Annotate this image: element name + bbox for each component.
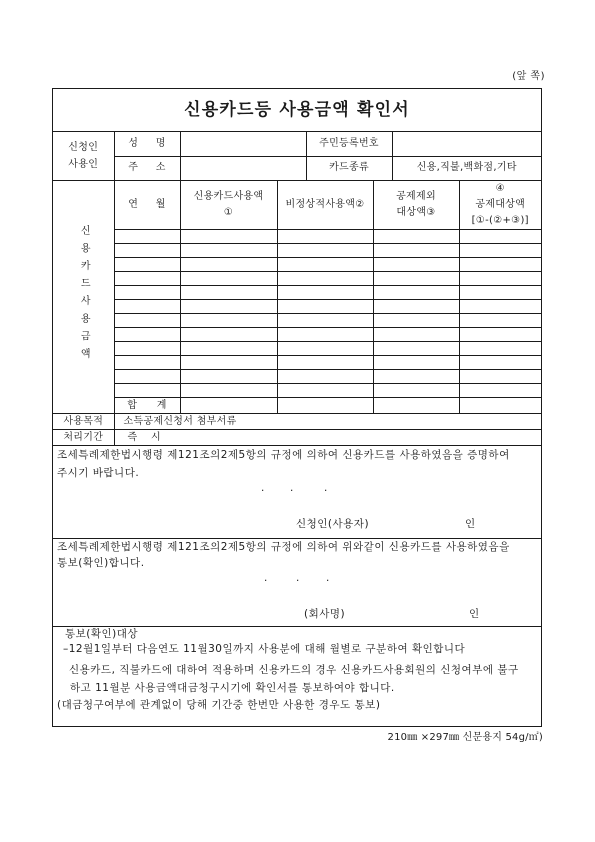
usage-cell-abnormal-usage	[277, 356, 373, 370]
header-year-month-cell	[114, 181, 180, 230]
usage-cell-year-month	[114, 300, 180, 314]
request-date-mark: .	[290, 482, 294, 494]
usage-cell-excluded	[373, 328, 459, 342]
notes-heading: 통보(확인)대상	[65, 628, 139, 640]
confirmation-form	[52, 88, 542, 727]
usage-cell-card-usage	[180, 230, 277, 244]
usage-cell-excluded	[373, 370, 459, 384]
usage-cell-card-usage	[180, 286, 277, 300]
usage-cell-abnormal-usage	[277, 286, 373, 300]
header-deductible	[459, 181, 541, 230]
request-statement	[53, 445, 541, 538]
usage-cell-excluded	[373, 342, 459, 356]
applicant-label-line: 사용인	[68, 159, 99, 170]
processing-table	[53, 430, 541, 445]
usage-cell-abnormal-usage	[277, 370, 373, 384]
page-side-label: (앞 쪽)	[512, 71, 545, 82]
usage-cell-card-usage	[180, 300, 277, 314]
header-line: [①-(②+③)]	[471, 215, 529, 226]
usage-cell-card-usage	[180, 258, 277, 272]
usage-cell-deductible	[459, 384, 541, 398]
usage-row	[53, 286, 541, 300]
total-card-usage	[180, 398, 277, 414]
notice-seal-label: 인	[469, 608, 480, 620]
usage-cell-excluded	[373, 258, 459, 272]
usage-header-row	[53, 181, 541, 230]
name-field	[180, 132, 306, 156]
notice-date-mark: .	[296, 572, 300, 584]
usage-cell-excluded	[373, 244, 459, 258]
usage-cell-year-month	[114, 384, 180, 398]
usage-row	[53, 370, 541, 384]
usage-cell-excluded	[373, 356, 459, 370]
usage-cell-deductible	[459, 356, 541, 370]
usage-cell-card-usage	[180, 370, 277, 384]
usage-cell-abnormal-usage	[277, 244, 373, 258]
usage-cell-year-month	[114, 370, 180, 384]
usage-row	[53, 314, 541, 328]
usage-cell-card-usage	[180, 328, 277, 342]
usage-section	[53, 180, 541, 413]
notice-statement	[53, 538, 541, 626]
title-section	[53, 89, 541, 131]
total-label-cell	[114, 398, 180, 414]
usage-cell-year-month	[114, 356, 180, 370]
address-field	[180, 156, 306, 180]
header-line: 공제대상액	[475, 199, 526, 210]
usage-cell-deductible	[459, 370, 541, 384]
processing-value: 즉 시	[127, 431, 161, 443]
usage-row	[53, 300, 541, 314]
name-label-cell	[114, 132, 180, 156]
header-line: ④	[495, 183, 505, 194]
usage-cell-deductible	[459, 314, 541, 328]
usage-row	[53, 244, 541, 258]
usage-cell-card-usage	[180, 314, 277, 328]
request-signer-label: 신청인(사용자)	[296, 518, 370, 530]
usage-cell-deductible	[459, 244, 541, 258]
usage-cell-abnormal-usage	[277, 230, 373, 244]
applicant-row-address	[53, 156, 541, 180]
usage-cell-abnormal-usage	[277, 258, 373, 272]
header-line: 공제제외	[396, 191, 436, 202]
usage-total-row	[53, 398, 541, 414]
total-label: 합 계	[127, 399, 167, 411]
total-deductible	[459, 398, 541, 414]
form-title: 신용카드등 사용금액 확인서	[184, 100, 410, 120]
applicant-table	[53, 132, 541, 180]
usage-cell-year-month	[114, 272, 180, 286]
card-type-label: 카드종류	[306, 156, 392, 180]
resident-number-field	[392, 132, 541, 156]
purpose-label: 사용목적	[53, 414, 114, 429]
notes-line: (대금청구여부에 관계없이 당해 기간중 한번만 사용한 경우도 통보)	[57, 699, 381, 711]
header-abnormal-usage: 비정상적사용액②	[277, 181, 373, 230]
request-date-mark: .	[261, 482, 265, 494]
header-year-month: 연 월	[128, 199, 166, 210]
usage-cell-year-month	[114, 342, 180, 356]
applicant-label-line: 신청인	[68, 142, 99, 153]
usage-cell-year-month	[114, 328, 180, 342]
usage-row	[53, 272, 541, 286]
usage-cell-year-month	[114, 244, 180, 258]
usage-cell-card-usage	[180, 342, 277, 356]
processing-label: 처리기간	[53, 430, 114, 445]
usage-cell-excluded	[373, 286, 459, 300]
usage-cell-excluded	[373, 300, 459, 314]
usage-section-label-cell	[53, 181, 114, 413]
usage-cell-abnormal-usage	[277, 272, 373, 286]
notice-company-label: (회사명)	[304, 608, 346, 620]
usage-cell-card-usage	[180, 244, 277, 258]
usage-cell-deductible	[459, 230, 541, 244]
notice-date-mark: .	[326, 572, 330, 584]
usage-cell-excluded	[373, 314, 459, 328]
address-label: 주 소	[128, 162, 166, 174]
usage-cell-excluded	[373, 230, 459, 244]
notes-line: 신용카드, 직불카드에 대하여 적용하며 신용카드의 경우 신용카드사용회원의 신청여부에 불구	[69, 664, 519, 676]
usage-section-label: 신용카드사용금액	[78, 224, 90, 366]
usage-row	[53, 230, 541, 244]
usage-cell-card-usage	[180, 272, 277, 286]
usage-row	[53, 342, 541, 356]
address-label-cell	[114, 156, 180, 180]
usage-cell-card-usage	[180, 384, 277, 398]
usage-cell-abnormal-usage	[277, 342, 373, 356]
total-abnormal-usage	[277, 398, 373, 414]
request-date-mark: .	[324, 482, 328, 494]
request-text-line: 조세특례제한법시행령 제121조의2제5항의 규정에 의하여 신용카드를 사용하였음을 증명하여	[57, 449, 510, 461]
paper-spec: 210㎜ ×297㎜ 신문용지 54g/㎡)	[387, 732, 543, 743]
name-label: 성 명	[128, 137, 166, 149]
notes-line: –12월1일부터 다음연도 11월30일까지 사용분에 대해 월별로 구분하여 확인합니다	[63, 643, 466, 655]
usage-table	[53, 181, 541, 413]
usage-cell-deductible	[459, 342, 541, 356]
usage-cell-deductible	[459, 286, 541, 300]
purpose-value: 소득공제신청서 첨부서류	[114, 414, 541, 429]
usage-row	[53, 328, 541, 342]
usage-cell-year-month	[114, 230, 180, 244]
usage-cell-abnormal-usage	[277, 384, 373, 398]
header-line: ①	[223, 207, 234, 218]
notes-line: 하고 11월분 사용금액대금청구시기에 확인서를 통보하여야 합니다.	[70, 682, 395, 694]
usage-cell-deductible	[459, 300, 541, 314]
notice-text-line: 통보(확인)합니다.	[57, 557, 145, 569]
resident-number-label: 주민등록번호	[306, 132, 392, 156]
card-type-options: 신용,직불,백화점,기타	[392, 156, 541, 180]
usage-cell-deductible	[459, 272, 541, 286]
usage-row	[53, 384, 541, 398]
notice-text-line: 조세특례제한법시행령 제121조의2제5항의 규정에 의하여 위와같이 신용카드를 사용하였음을	[57, 541, 510, 553]
header-card-usage	[180, 181, 277, 230]
usage-cell-deductible	[459, 258, 541, 272]
processing-value-cell	[114, 430, 541, 445]
header-line: 신용카드사용액	[193, 191, 264, 202]
usage-cell-abnormal-usage	[277, 300, 373, 314]
request-text-line: 주시기 바랍니다.	[57, 467, 140, 479]
request-seal-label: 인	[465, 518, 476, 530]
purpose-table	[53, 414, 541, 429]
usage-cell-excluded	[373, 272, 459, 286]
header-excluded	[373, 181, 459, 230]
usage-cell-year-month	[114, 286, 180, 300]
applicant-section	[53, 131, 541, 180]
header-line: 대상액③	[396, 207, 436, 218]
notice-date-mark: .	[264, 572, 268, 584]
usage-row	[53, 258, 541, 272]
usage-cell-year-month	[114, 314, 180, 328]
purpose-section	[53, 413, 541, 429]
total-excluded	[373, 398, 459, 414]
usage-cell-abnormal-usage	[277, 328, 373, 342]
processing-section	[53, 429, 541, 445]
usage-cell-card-usage	[180, 356, 277, 370]
usage-cell-excluded	[373, 384, 459, 398]
usage-cell-abnormal-usage	[277, 314, 373, 328]
usage-cell-year-month	[114, 258, 180, 272]
usage-cell-deductible	[459, 328, 541, 342]
applicant-section-label	[53, 132, 114, 180]
usage-row	[53, 356, 541, 370]
notes-section	[53, 626, 541, 725]
applicant-row-name	[53, 132, 541, 156]
